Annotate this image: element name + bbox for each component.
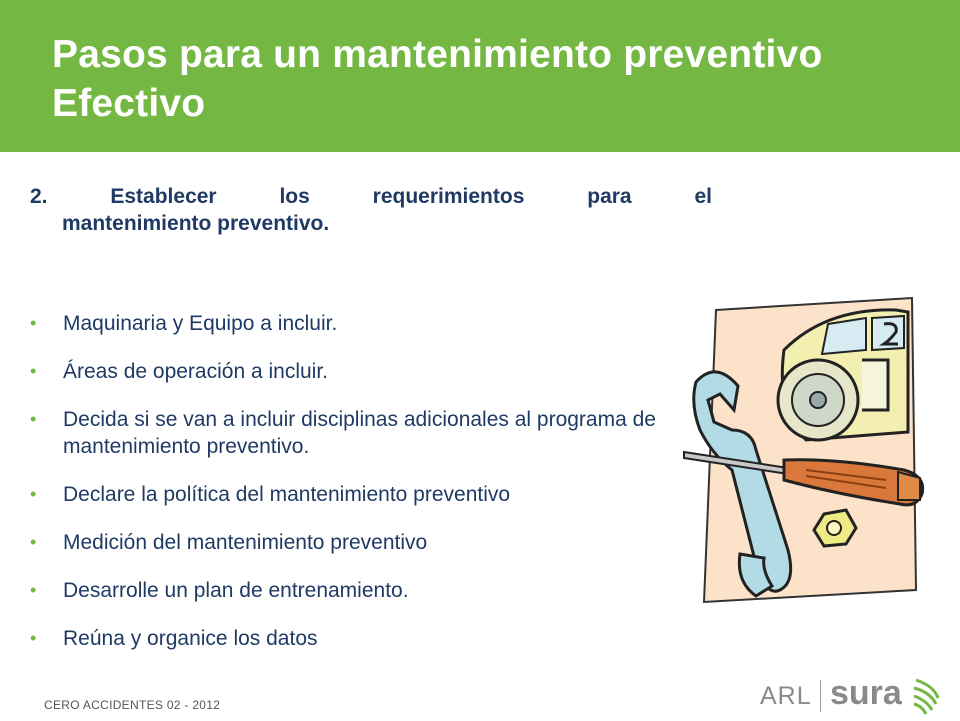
bullet-dot-icon: • [30,484,37,504]
bullet-dot-icon: • [30,532,37,552]
footer-text: CERO ACCIDENTES 02 - 2012 [44,698,221,712]
logo-arl-text: ARL [760,682,812,710]
wrench-screwdriver-clipart [676,290,946,615]
bullet-dot-icon: • [30,580,37,600]
bullet-text: Medición del mantenimiento preventivo [63,531,428,554]
bullet-item [30,625,670,652]
step-word: Establecer [110,185,217,208]
bullet-item [30,310,670,337]
bullet-dot-icon: • [30,409,37,429]
bullet-text: Declare la política del mantenimiento preventivo [63,483,511,506]
step-heading-line1 [30,183,712,210]
step-number: 2. [30,185,48,208]
step-word: los [279,185,310,208]
bullet-text: Decida si se van a incluir disciplinas adicionales al programa de mantenimiento preventivo. [63,408,656,458]
bullet-item [30,406,670,460]
sura-leaf-logo-icon [910,676,942,721]
slide-title: Pasos para un mantenimiento preventivo Efectivo [52,33,823,125]
bullet-item [30,529,670,556]
bullet-text: Desarrolle un plan de entrenamiento. [63,579,409,602]
step-word: requerimientos [372,185,525,208]
bullet-item [30,481,670,508]
logo-separator [820,680,821,712]
logo-sura-text: sura [830,674,902,712]
bullet-dot-icon: • [30,361,37,381]
title-banner [0,0,960,152]
bullet-item [30,358,670,385]
step-heading-line2: mantenimiento preventivo. [62,212,330,235]
bullet-text: Áreas de operación a incluir. [63,360,328,383]
bullet-dot-icon: • [30,628,37,648]
bullet-list [30,310,670,673]
bullet-dot-icon: • [30,313,37,333]
arl-sura-logo [760,672,950,720]
bullet-text: Reúna y organice los datos [63,627,318,650]
step-word: el [694,185,712,208]
step-heading [30,183,712,237]
bullet-text: Maquinaria y Equipo a incluir. [63,312,338,335]
step-word: para [587,185,632,208]
bullet-item [30,577,670,604]
